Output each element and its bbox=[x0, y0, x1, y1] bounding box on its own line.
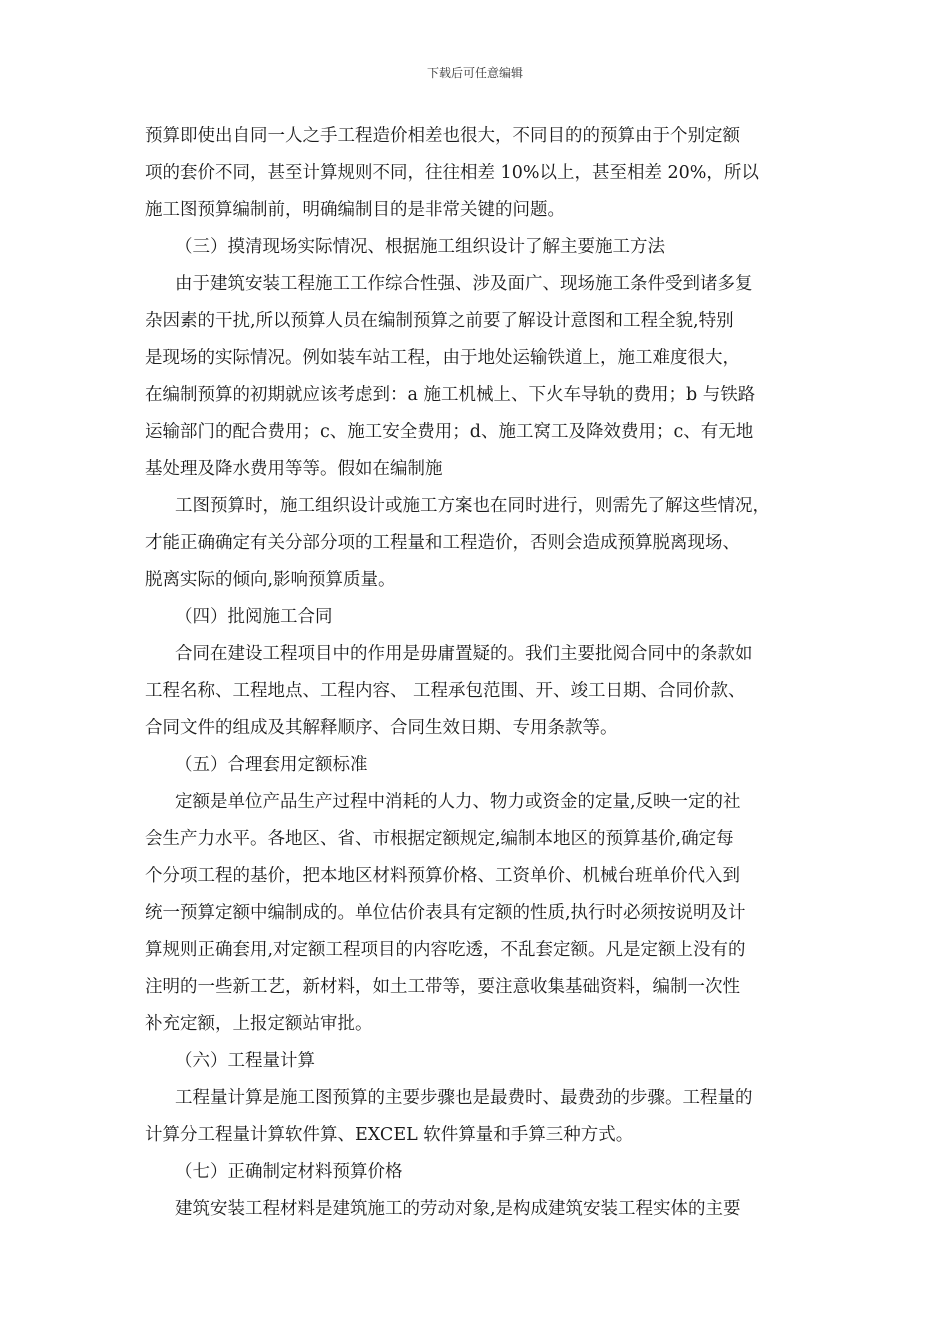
section-heading: （三）摸清现场实际情况、根据施工组织设计了解主要施工方法 bbox=[175, 237, 665, 257]
text-line: 工程名称、工程地点、工程内容、 工程承包范围、开、竣工日期、合同价款、 bbox=[145, 681, 746, 701]
section-heading: （四）批阅施工合同 bbox=[175, 607, 333, 627]
document-body bbox=[145, 118, 835, 1228]
text-line: 施工图预算编制前，明确编制目的是非常关键的问题。 bbox=[145, 200, 565, 220]
text-line: 补充定额，上报定额站审批。 bbox=[145, 1014, 373, 1034]
text-line: 计算分工程量计算软件算、EXCEL 软件算量和手算三种方式。 bbox=[145, 1125, 634, 1145]
text-line: 运输部门的配合费用；c、施工安全费用；d、施工窝工及降效费用；c、有无地 bbox=[145, 422, 754, 442]
text-line: 杂因素的干扰,所以预算人员在编制预算之前要了解设计意图和工程全貌,特别 bbox=[145, 311, 734, 331]
text-line: 合同文件的组成及其解释顺序、合同生效日期、专用条款等。 bbox=[145, 718, 618, 738]
text-line: 算规则正确套用,对定额工程项目的内容吃透，不乱套定额。凡是定额上没有的 bbox=[145, 940, 746, 960]
section-heading: （五）合理套用定额标准 bbox=[175, 755, 368, 775]
text-line: 基处理及降水费用等等。假如在编制施 bbox=[145, 459, 443, 479]
text-line: 会生产力水平。各地区、省、市根据定额规定,编制本地区的预算基价,确定每 bbox=[145, 829, 734, 849]
text-line: 统一预算定额中编制成的。单位估价表具有定额的性质,执行时必须按说明及计 bbox=[145, 903, 746, 923]
text-line: 预算即使出自同一人之手工程造价相差也很大，不同目的的预算由于个别定额 bbox=[145, 126, 740, 146]
section-heading: （七）正确制定材料预算价格 bbox=[175, 1162, 403, 1182]
text-line: 在编制预算的初期就应该考虑到：a 施工机械上、下火车导轨的费用；b 与铁路 bbox=[145, 385, 756, 405]
text-line: 合同在建设工程项目中的作用是毋庸置疑的。我们主要批阅合同中的条款如 bbox=[175, 644, 753, 664]
text-line: 才能正确确定有关分部分项的工程量和工程造价，否则会造成预算脱离现场、 bbox=[145, 533, 740, 553]
text-line: 是现场的实际情况。例如装车站工程，由于地处运输铁道上，施工难度很大， bbox=[145, 348, 740, 368]
text-line: 建筑安装工程材料是建筑施工的劳动对象,是构成建筑安装工程实体的主要 bbox=[175, 1199, 741, 1219]
text-line: 注明的一些新工艺，新材料，如土工带等，要注意收集基础资料，编制一次性 bbox=[145, 977, 740, 997]
text-line: 工图预算时，施工组织设计或施工方案也在同时进行，则需先了解这些情况， bbox=[175, 496, 770, 516]
text-line: 由于建筑安装工程施工工作综合性强、涉及面广、现场施工条件受到诸多复 bbox=[175, 274, 753, 294]
text-line: 个分项工程的基价，把本地区材料预算价格、工资单价、机械台班单价代入到 bbox=[145, 866, 740, 886]
text-line: 定额是单位产品生产过程中消耗的人力、物力或资金的定量,反映一定的社 bbox=[175, 792, 741, 812]
text-line: 工程量计算是施工图预算的主要步骤也是最费时、最费劲的步骤。工程量的 bbox=[175, 1088, 753, 1108]
section-heading: （六）工程量计算 bbox=[175, 1051, 315, 1071]
page-header: 下载后可任意编辑 bbox=[426, 66, 523, 80]
text-line: 项的套价不同，甚至计算规则不同，往往相差 10%以上，甚至相差 20%，所以 bbox=[145, 163, 759, 183]
text-line: 脱离实际的倾向,影响预算质量。 bbox=[145, 570, 396, 590]
